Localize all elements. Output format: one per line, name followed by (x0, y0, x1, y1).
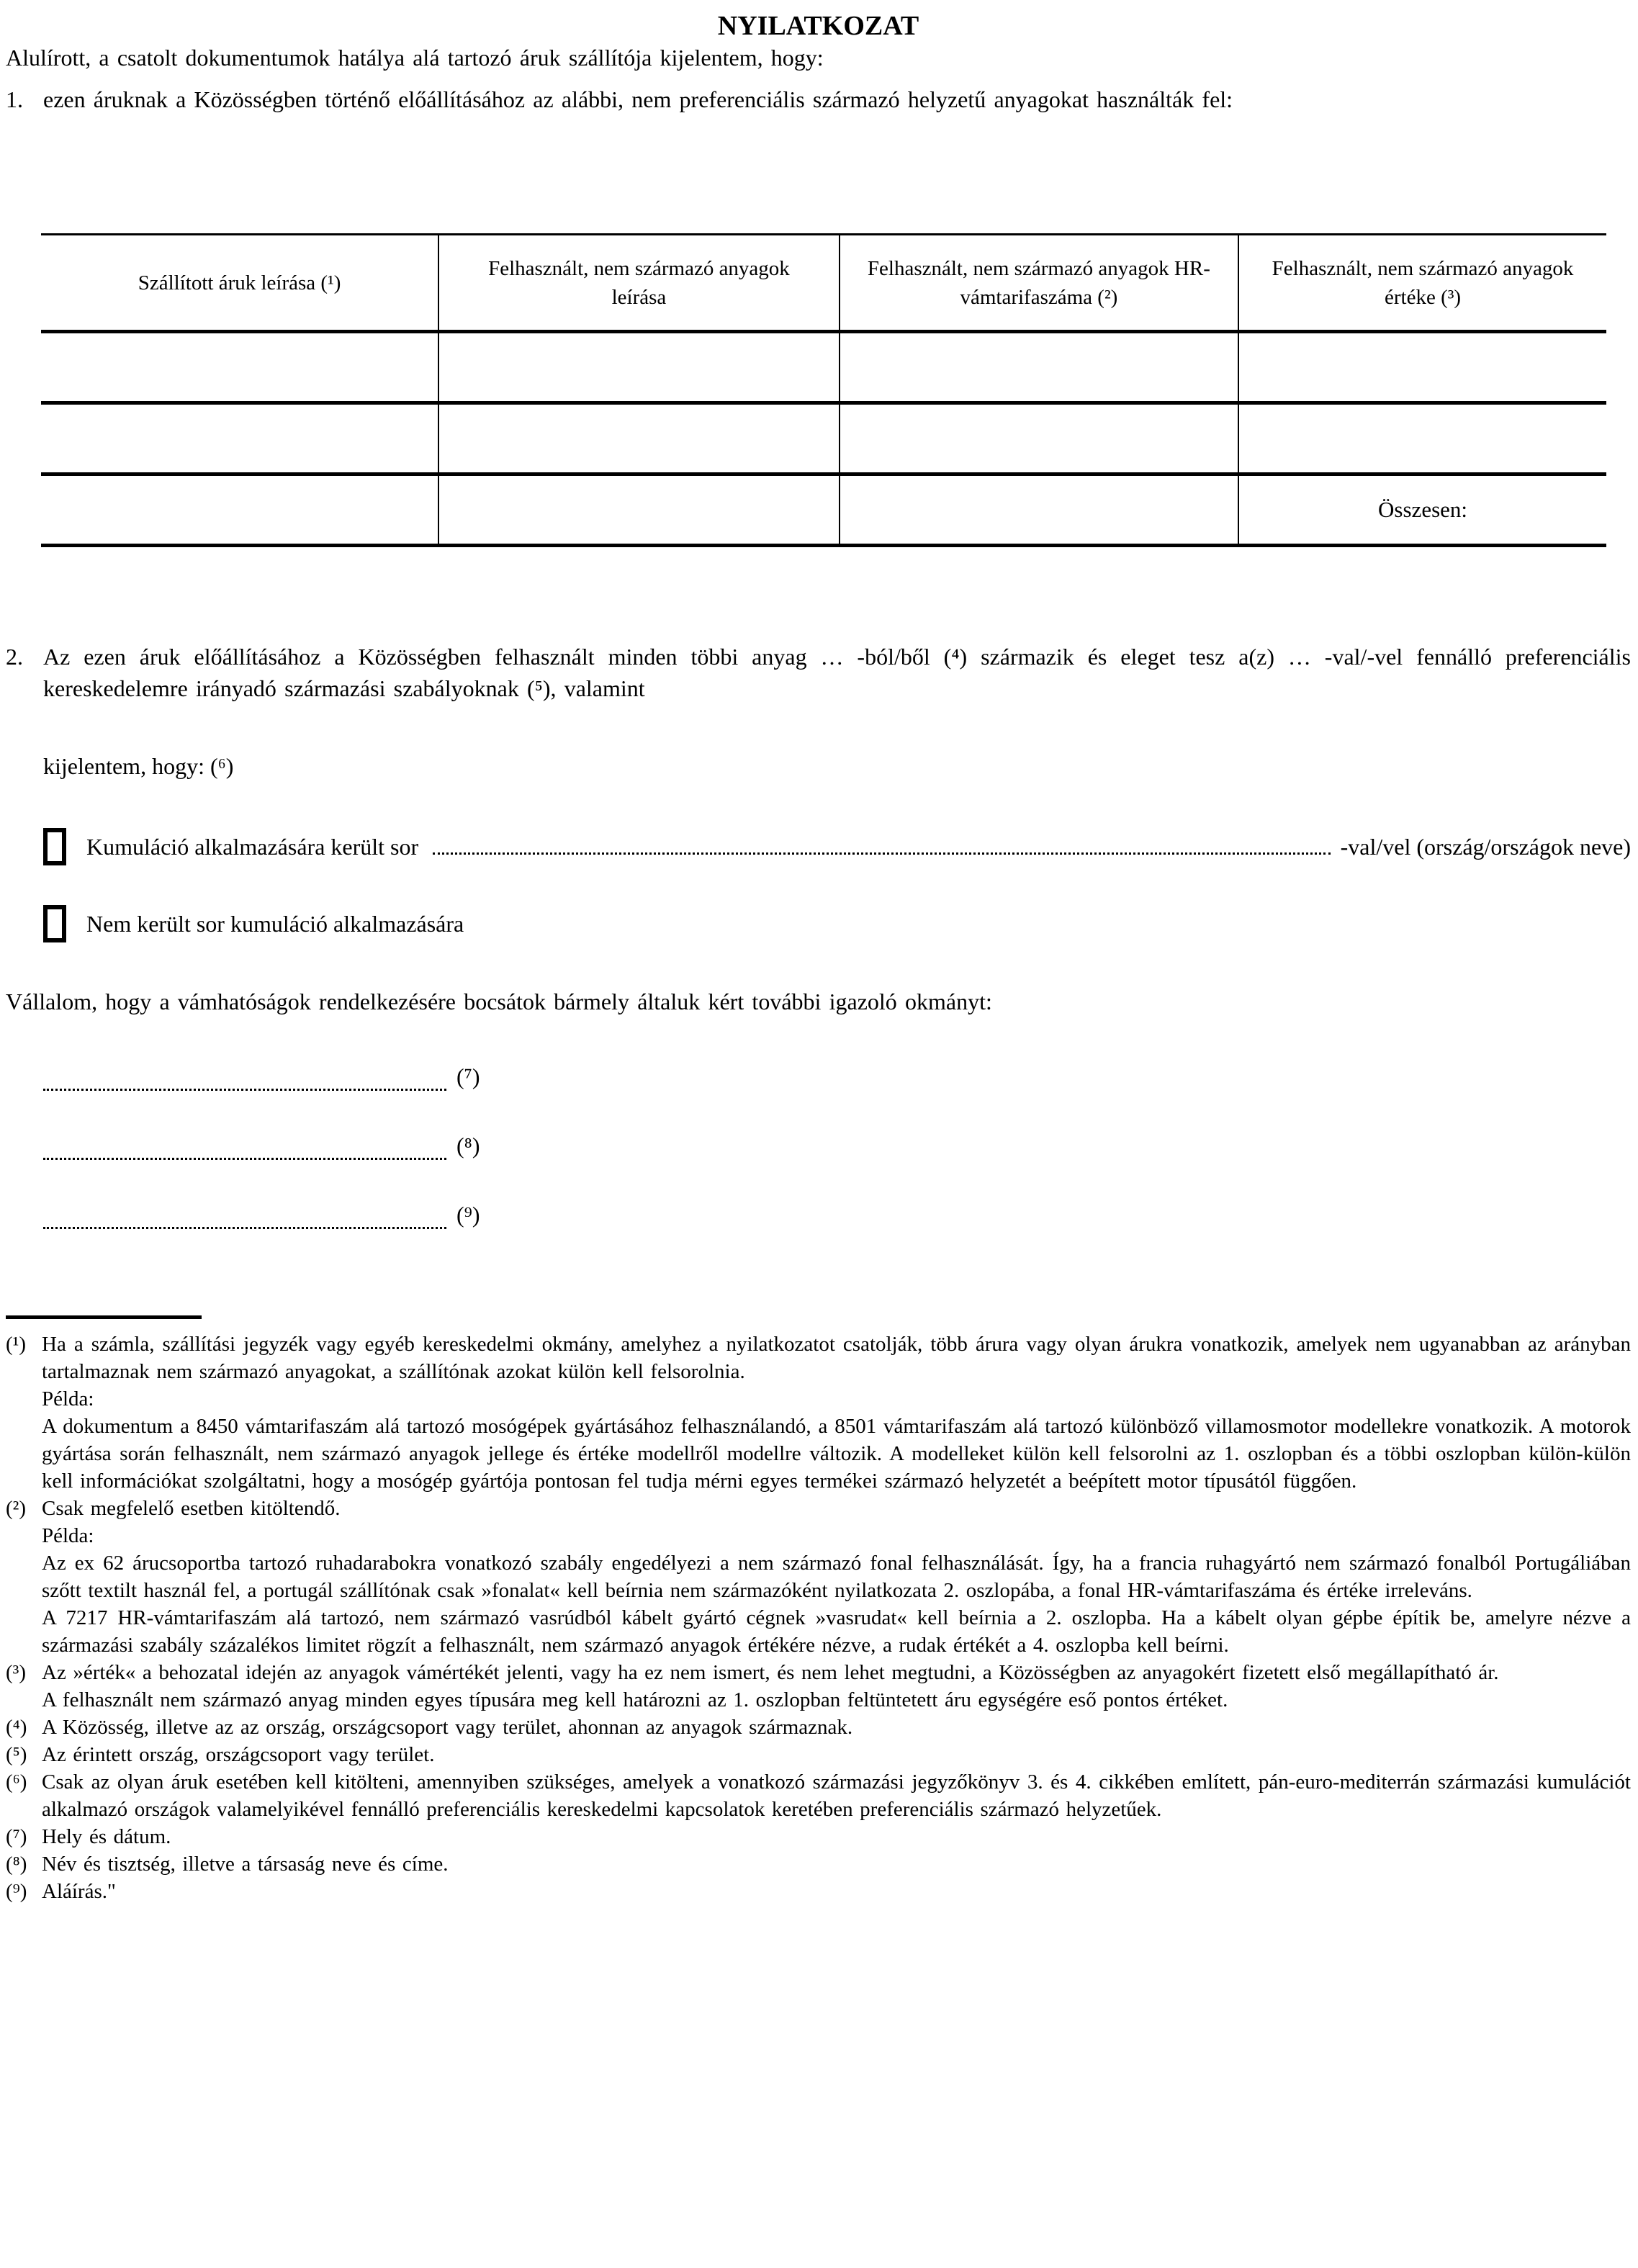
footnote-marker: (⁵) (6, 1743, 27, 1766)
table-cell-empty[interactable] (438, 403, 840, 474)
item-1-number: 1. (6, 86, 23, 112)
footnote-paragraph: Név és tisztség, illetve a társaság neve és címe. (42, 1853, 449, 1876)
header-materials-description: Felhasznált, nem származó anyagok leírása (438, 235, 840, 332)
item-2 (6, 641, 1631, 704)
footnote-paragraph: Csak megfelelő esetben kitöltendő. (42, 1497, 341, 1520)
footnote-paragraph: Az ex 62 árucsoportba tartozó ruhadarabokra vonatkozó szabály engedélyezi a nem származó fonal felhasználását. Így, ha a francia ruhagyártó nem származó fonalból Portugáliában szőtt textilt használ fel, a portugál szállítónak csak »fonalat« kell beírnia nem származóként nyilatkozata 2. oszlopába, a fonal HR-vámtarifaszáma és értéke irreleváns. (42, 1552, 1631, 1602)
declare-line: kijelentem, hogy: (⁶) (43, 753, 234, 779)
footnote-marker: (⁶) (6, 1770, 27, 1794)
table-header-row (41, 235, 1606, 332)
table-cell-empty[interactable] (41, 474, 438, 546)
footnote-paragraph: Ha a számla, szállítási jegyzék vagy egyéb kereskedelmi okmány, amelyhez a nyilatkozatot csatolják, több árura vagy olyan árukra vonatkozik, amelyek nem ugyanabban az arányban tartalmaznak nem származó anyagokat, a szállítónak azokat külön kell felsorolnia. (42, 1333, 1631, 1383)
item-1 (6, 84, 1631, 115)
footnote-marker: (²) (6, 1497, 27, 1520)
footnote-body (42, 1714, 1631, 1741)
materials-table (41, 233, 1606, 547)
place-date-fill-line[interactable] (43, 1066, 446, 1091)
footnote-paragraph: Példa: (42, 1524, 94, 1547)
table-row (41, 403, 1606, 474)
footnote-marker: (⁹) (6, 1880, 27, 1903)
header-materials-hs-number: Felhasznált, nem származó anyagok HR-vámtarifaszáma (²) (840, 235, 1238, 332)
signature-line (43, 1200, 1631, 1229)
footnote-2 (6, 1495, 1631, 1659)
cumulation-applied-row (43, 828, 1631, 865)
footnote-paragraph: Példa: (42, 1387, 94, 1410)
footnote-body (42, 1495, 1631, 1659)
footnote-7 (6, 1823, 1631, 1850)
cumulation-not-applied-row (43, 905, 1631, 942)
footnote-ref-9: (⁹) (456, 1202, 480, 1228)
footnote-3 (6, 1659, 1631, 1714)
table-cell-empty[interactable] (840, 403, 1238, 474)
footnote-marker: (¹) (6, 1333, 27, 1356)
footnote-paragraph: A felhasznált nem származó anyag minden egyes típusára meg kell határozni az 1. oszlopban feltüntetett áru egységére eső pontos értéket. (42, 1688, 1228, 1711)
cumulation-not-applied-label: Nem került sor kumuláció alkalmazására (86, 911, 464, 937)
item-1-text: ezen áruknak a Közösségben történő előállításához az alábbi, nem preferenciális származó helyzetű anyagokat használták fel: (43, 86, 1233, 112)
footnote-marker: (⁸) (6, 1853, 27, 1876)
footnote-paragraph: A 7217 HR-vámtarifaszám alá tartozó, nem származó vasrúdból kábelt gyártó cégnek »vasrudat« kell beírnia a 2. oszlopba. Ha a kábelt olyan gépbe építik be, amelyre nézve a származási szabály százalékos limitet rögzít a felhasznált, nem származó anyagok értékére nézve, a rudak értékét a 4. oszlopba kell beírni. (42, 1606, 1631, 1657)
commitment-paragraph: Vállalom, hogy a vámhatóságok rendelkezésére bocsátok bármely általuk kért további igazoló okmányt: (6, 989, 992, 1014)
header-goods-description: Szállított áruk leírása (¹) (41, 235, 438, 332)
footnote-paragraph: Hely és dátum. (42, 1825, 171, 1848)
page-title: NYILATKOZAT (717, 11, 919, 41)
cumulation-not-applied-checkbox[interactable] (43, 905, 66, 942)
footnote-body (42, 1659, 1631, 1714)
footnote-paragraph: Az »érték« a behozatal idején az anyagok vámértékét jelenti, vagy ha ez nem ismert, és nem lehet megtudni, a Közösségben az anyagokért fizetett első megállapítható ár. (42, 1661, 1499, 1684)
table-cell-empty[interactable] (1238, 403, 1606, 474)
total-label: Összesen: (1378, 497, 1468, 522)
footnote-8 (6, 1850, 1631, 1878)
footnote-9 (6, 1878, 1631, 1905)
table-cell-empty[interactable] (438, 332, 840, 403)
name-position-line (43, 1131, 1631, 1160)
table-cell-empty[interactable] (438, 474, 840, 546)
footnote-body (42, 1331, 1631, 1495)
footnote-paragraph: Csak az olyan áruk esetében kell kitölteni, amennyiben szükséges, amelyek a vonatkozó származási jegyzőkönyv 3. és 4. cikkében említett, pán-euro-mediterrán származási kumulációt alkalmazó országok valamelyikével fennálló preferenciális kereskedelmi kapcsolatok keretében preferenciális származó helyzetűek. (42, 1770, 1631, 1821)
footnote-ref-8: (⁸) (456, 1133, 480, 1158)
footnote-4 (6, 1714, 1631, 1741)
table-cell-empty[interactable] (41, 403, 438, 474)
item-2-number: 2. (6, 644, 23, 670)
table-cell-empty[interactable] (41, 332, 438, 403)
footnote-paragraph: Aláírás." (42, 1880, 116, 1903)
footnote-ref-7: (⁷) (456, 1063, 480, 1089)
table-cell-empty[interactable] (840, 332, 1238, 403)
cumulation-applied-suffix: -val/vel (ország/országok neve) (1340, 834, 1631, 860)
footnote-body (42, 1741, 1631, 1768)
footnote-paragraph: A Közösség, illetve az az ország, országcsoport vagy terület, ahonnan az anyagok származnak. (42, 1716, 853, 1739)
item-2-text: Az ezen áruk előállításához a Közösségben felhasznált minden többi anyag … -ból/ből (⁴) származik és eleget tesz a(z) … -val/-vel fennálló preferenciális kereskedelemre irányadó származási szabályoknak (⁵), valamint (43, 644, 1631, 701)
place-date-line (43, 1062, 1631, 1091)
table-row (41, 332, 1606, 403)
table-total-row (41, 474, 1606, 546)
cumulation-applied-label: Kumuláció alkalmazására került sor (86, 834, 419, 860)
footnote-paragraph: Az érintett ország, országcsoport vagy terület. (42, 1743, 435, 1766)
signature-fill-line[interactable] (43, 1205, 446, 1229)
header-materials-value: Felhasznált, nem származó anyagok értéke (³) (1272, 256, 1574, 309)
footnote-body (42, 1850, 1631, 1878)
footnote-marker: (³) (6, 1661, 27, 1684)
footnote-5 (6, 1741, 1631, 1768)
footnote-6 (6, 1768, 1631, 1823)
footnote-body (42, 1878, 1631, 1905)
footnote-marker: (⁷) (6, 1825, 27, 1848)
footnote-body (42, 1823, 1631, 1850)
cumulation-applied-checkbox[interactable] (43, 828, 66, 865)
country-name-fill-line[interactable] (433, 834, 1330, 855)
intro-paragraph: Alulírott, a csatolt dokumentumok hatálya alá tartozó áruk szállítója kijelentem, hogy: (6, 45, 824, 71)
footnote-1 (6, 1331, 1631, 1495)
table-cell-empty[interactable] (1238, 332, 1606, 403)
footnote-paragraph: A dokumentum a 8450 vámtarifaszám alá tartozó mosógépek gyártásához felhasználandó, a 8501 vámtarifaszám alá tartozó különböző villamosmotor modellekre vonatkozik. A motorok gyártása során felhasznált, nem származó anyagok jellege és értéke modellről modellre változik. A modelleket külön kell felsorolni az 1. oszlopban és a többi oszlopban külön-külön kell információkat szolgáltatni, hogy a mosógép gyártója pontosan fel tudja mérni egyes termékei származó helyzetét a beépített motor típusától függően. (42, 1415, 1631, 1493)
footnote-marker: (⁴) (6, 1716, 27, 1739)
name-position-fill-line[interactable] (43, 1135, 446, 1160)
footnote-separator-rule (6, 1315, 202, 1319)
footnote-body (42, 1768, 1631, 1823)
table-cell-empty[interactable] (840, 474, 1238, 546)
